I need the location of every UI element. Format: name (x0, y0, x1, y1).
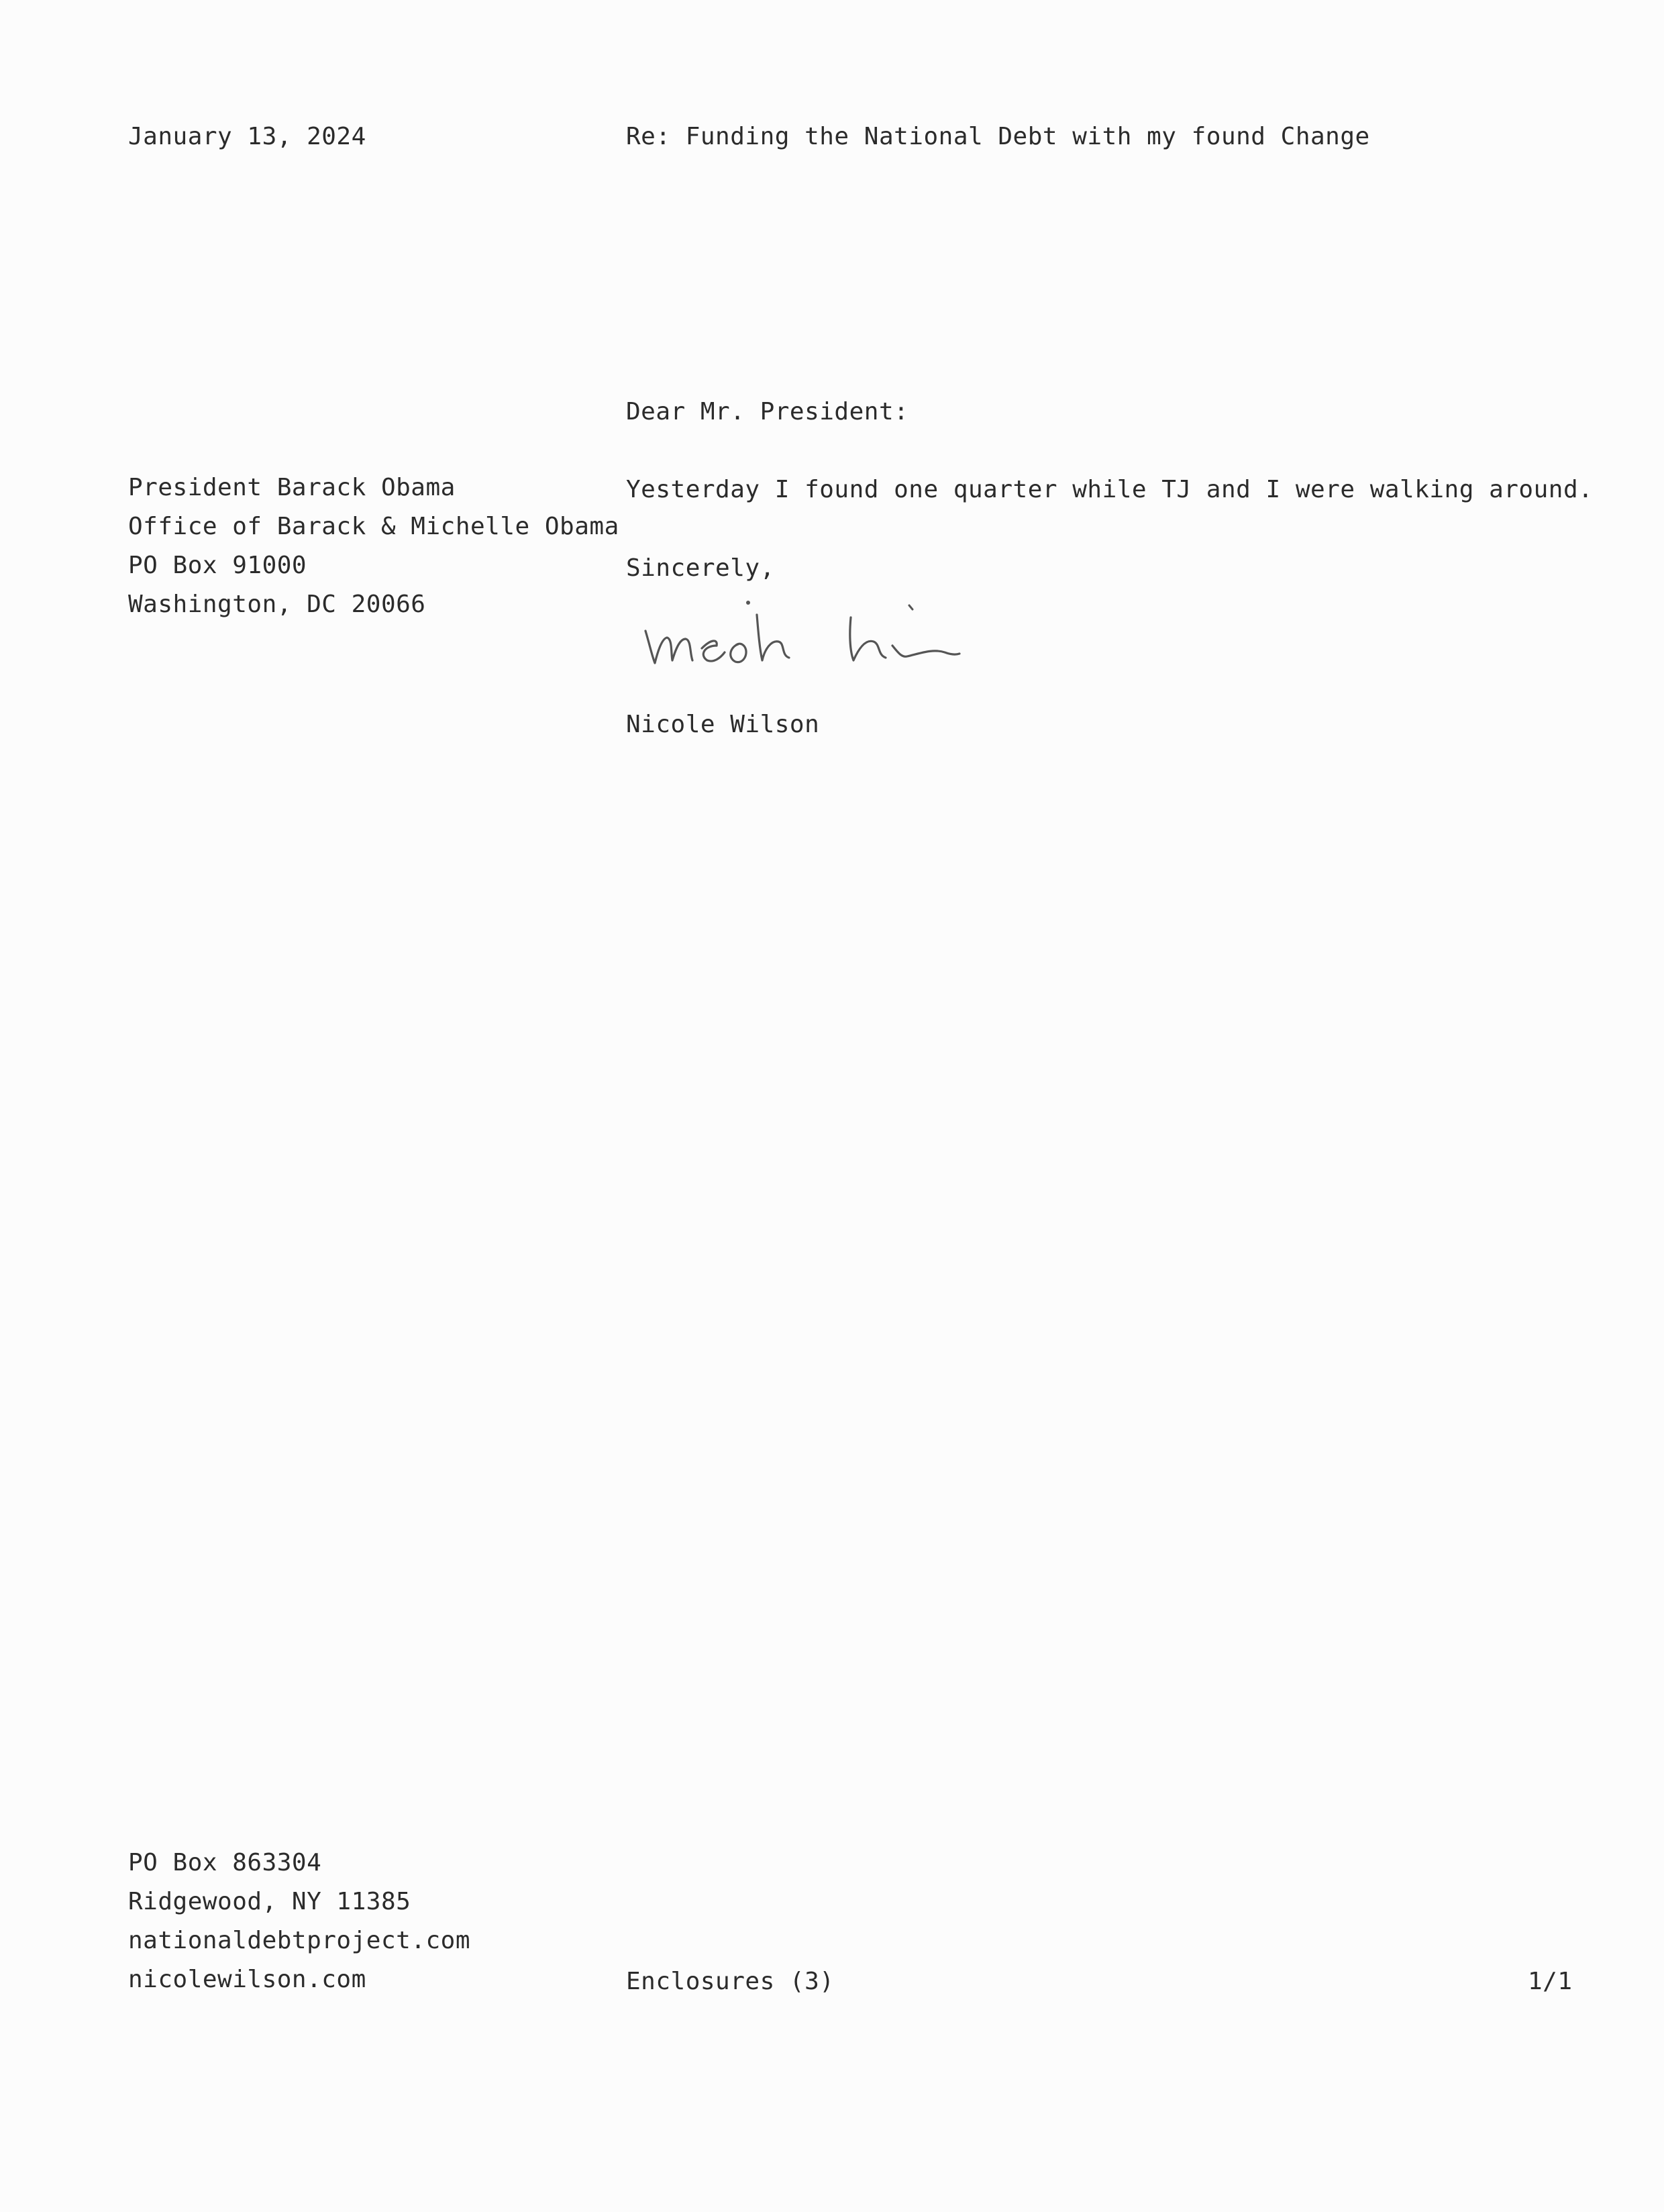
recipient-name: President Barack Obama (128, 474, 456, 501)
signer-name: Nicole Wilson (626, 711, 820, 738)
letter-subject: Re: Funding the National Debt with my found Change (626, 123, 1370, 150)
sender-website-personal: nicolewilson.com (128, 1966, 366, 1993)
enclosures-note: Enclosures (3) (626, 1968, 835, 1995)
sender-city: Ridgewood, NY 11385 (128, 1888, 411, 1915)
salutation: Dear Mr. President: (626, 398, 909, 425)
handwritten-signature (637, 591, 973, 678)
closing: Sincerely, (626, 554, 775, 582)
recipient-office: Office of Barack & Michelle Obama (128, 513, 619, 540)
letter-date: January 13, 2024 (128, 123, 366, 150)
sender-address (128, 1844, 470, 1999)
sender-po-box: PO Box 863304 (128, 1849, 322, 1876)
recipient-address (128, 468, 619, 624)
recipient-city: Washington, DC 20066 (128, 591, 426, 618)
letter-message: Yesterday I found one quarter while TJ and I were walking around. (626, 476, 1594, 503)
page-number: 1/1 (1528, 1968, 1573, 1995)
sender-website-project: nationaldebtproject.com (128, 1927, 470, 1954)
recipient-po-box: PO Box 91000 (128, 552, 307, 579)
